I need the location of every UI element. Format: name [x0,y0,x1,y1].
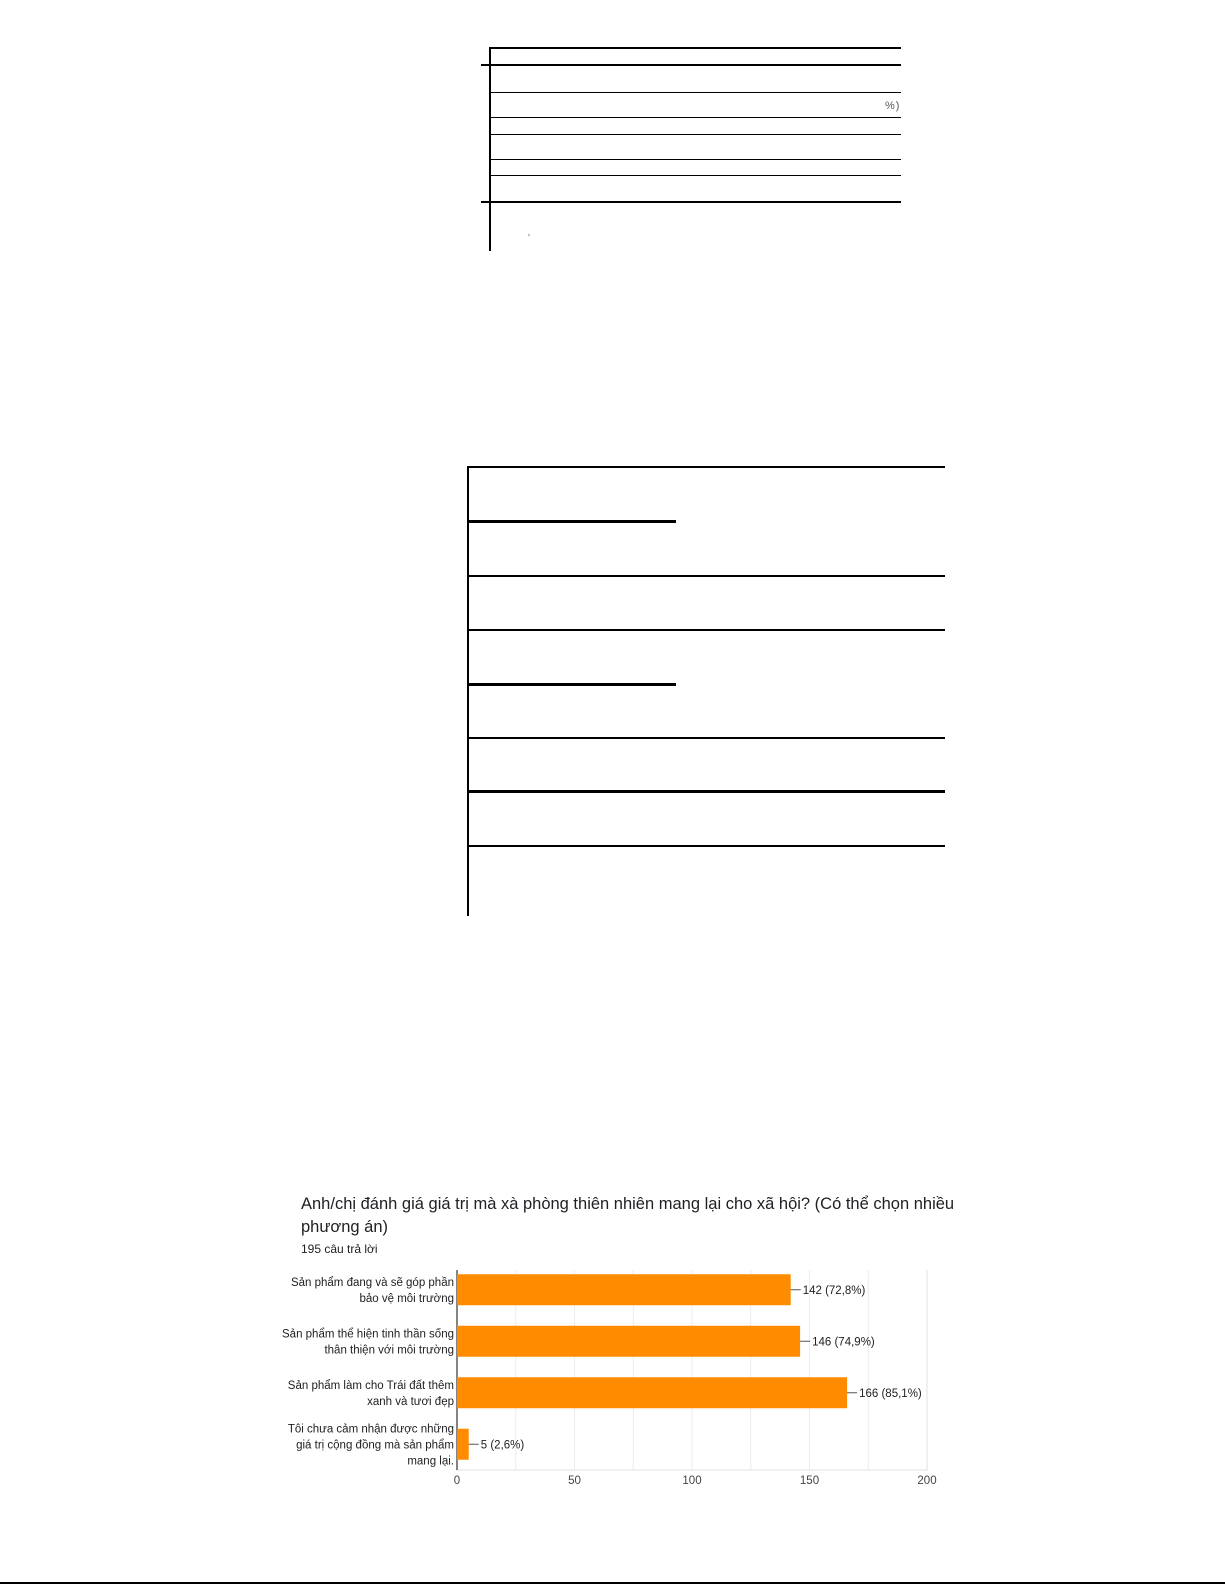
bar [457,1326,800,1357]
x-tick-label: 100 [682,1475,702,1487]
category-label: Sản phẩm thể hiện tinh thần sống [282,1328,454,1341]
table-rule [467,575,945,577]
category-label: Sản phẩm làm cho Trái đất thêm [287,1379,454,1392]
bar [457,1377,847,1408]
table-rule [467,683,676,686]
category-label: Sản phẩm đang và sẽ góp phần [290,1276,454,1289]
category-label: bảo vệ môi trường [359,1292,454,1305]
table-rule [467,629,945,631]
table-rule [467,790,945,793]
x-tick-label: 50 [568,1475,581,1487]
table-rule [489,47,901,49]
table-rule [481,64,901,66]
data-label: 166 (85,1%) [859,1387,922,1400]
table-left-border [489,47,491,251]
data-label: 5 (2,6%) [480,1439,525,1452]
table-rule [467,737,945,739]
table-rule [489,159,901,160]
table-rule [489,175,901,176]
x-tick-label: 150 [799,1475,820,1487]
bar-chart [270,1270,970,1500]
table-rule [467,845,945,847]
table-left-border [467,466,469,916]
page-bottom-rule [0,1582,1225,1584]
table-rule [489,117,901,118]
x-tick-label: 0 [453,1475,461,1487]
data-label: 142 (72,8%) [802,1284,866,1297]
table-cell-mark: ' [528,233,530,244]
category-label: giá trị cộng đồng mà sản phẩm [296,1439,454,1452]
table-rule [481,201,901,203]
table-rule [489,92,901,93]
table-rule [467,466,945,468]
data-label: 146 (74,9%) [812,1336,875,1349]
category-label: xanh và tươi đẹp [367,1395,454,1408]
response-count: 195 câu trả lời [301,1242,378,1256]
bar [457,1429,469,1460]
category-label: thân thiện với môi trường [324,1344,454,1357]
bar [457,1274,791,1305]
category-label: Tôi chưa cảm nhận được những [287,1423,454,1436]
x-tick-label: 200 [917,1475,937,1487]
table-rule [467,520,676,523]
category-label: mang lại. [407,1455,454,1468]
table-rule [489,134,901,135]
table-cell-fragment: %) [885,100,901,112]
chart-title: Anh/chị đánh giá giá trị mà xà phòng thiên nhiên mang lại cho xã hội? (Có thể chọn nhiều phương án) [301,1195,955,1236]
